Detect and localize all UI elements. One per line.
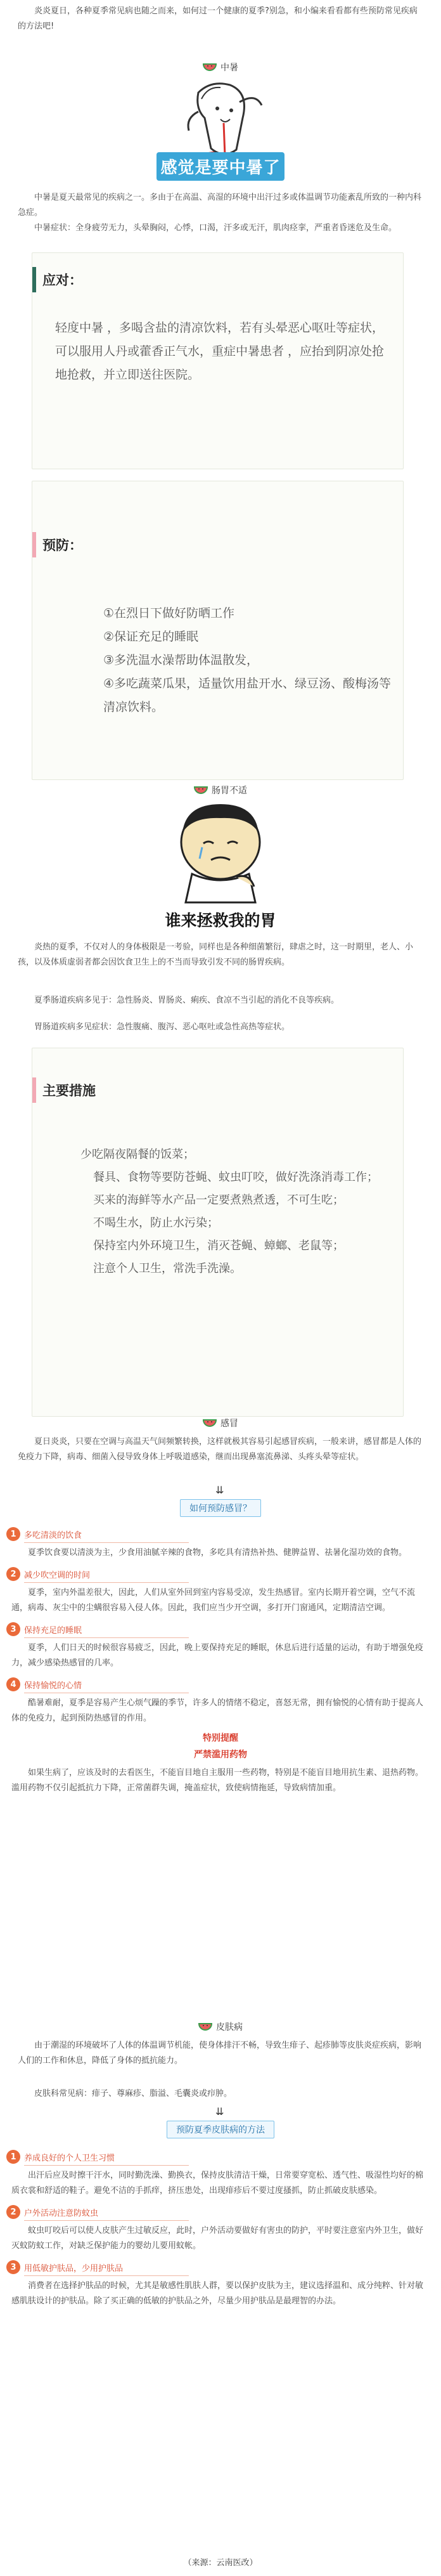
card-header (32, 532, 82, 557)
tip-heading (6, 2260, 435, 2274)
stomach-paragraph-3: 胃肠道疾病多见症状：急性腹痛、腹泻、恶心呕吐或急性高热等症状。 (34, 1022, 290, 1032)
card-accent-bar (32, 267, 36, 292)
illustration-caption: 谁来拯救我的胃 (165, 911, 276, 930)
source-footer: （来源：云南医改） (183, 2558, 258, 2568)
list-item: ③多洗温水澡帮助体温散发， (103, 653, 259, 667)
section-title: 感冒 (220, 1419, 238, 1429)
down-arrow-icon: ⇊ (215, 2105, 224, 2117)
tip-title: 多吃清淡的饮食 (24, 1530, 82, 1540)
number-badge: 2 (6, 1567, 20, 1581)
stomach-illustration (160, 798, 281, 906)
tip-text: 夏季饮食要以清淡为主，少食用油腻辛辣的食物，多吃具有清热补热、健脾益胃、祛暑化湿功效的食物。 (28, 1548, 407, 1558)
number-badge: 3 (6, 1622, 20, 1636)
skin-tips (6, 2150, 435, 2315)
section-heading-cold (0, 1417, 441, 1429)
measures-card (32, 1048, 404, 1417)
section-heading-stomach (0, 784, 441, 797)
tip-title: 保持愉悦的心情 (24, 1681, 82, 1691)
tip-title: 养成良好的个人卫生习惯 (24, 2153, 115, 2163)
card-header (32, 1077, 96, 1103)
card-header (32, 267, 82, 292)
tip-heading (6, 1677, 435, 1691)
warning-paragraph: 如果生病了，应该及时的去看医生，不能盲目地自主服用一些药物，特别是不能盲目地用抗生素、退热药物。滥用药物不仅引起抵抗力下降，正常菌群失调，掩盖症状，致使病情拖延，导致病情加重。 (11, 1768, 424, 1793)
tip-title: 保持充足的睡眠 (24, 1625, 82, 1636)
warning-subtitle: 严禁滥用药物 (194, 1750, 247, 1760)
list-item: 少吃隔夜隔餐的饭菜； (80, 1148, 195, 1161)
watermelon-icon (203, 1419, 217, 1427)
tip-heading (6, 1527, 435, 1541)
list-item: 餐具、食物等要防苍蝇、蚊虫叮咬，做好洗涤消毒工作； (93, 1171, 378, 1184)
pill-wrap (0, 2121, 441, 2138)
warning-title: 特别提醒 (203, 1733, 238, 1743)
prevention-card (32, 481, 404, 780)
cold-tips (6, 1527, 435, 1796)
list-item: 保持室内外环境卫生，消灭苍蝇、蟑螂、老鼠等； (93, 1239, 344, 1252)
divider (24, 1637, 189, 1638)
watermelon-icon (198, 2023, 212, 2031)
card-accent-bar (32, 1077, 36, 1103)
pill-wrap (0, 1499, 441, 1517)
prevention-list (103, 602, 395, 719)
section-pill: 如何预防感冒？ (180, 1499, 261, 1517)
number-badge: 1 (6, 2150, 20, 2164)
card-title: 应对： (42, 273, 82, 288)
card-title: 预防： (42, 538, 82, 553)
watermelon-icon (194, 786, 208, 794)
watermelon-icon (203, 63, 217, 71)
section-heading-skin (0, 2020, 441, 2033)
list-item: 注意个人卫生，常洗手洗澡。 (93, 1262, 241, 1275)
divider (24, 1582, 189, 1583)
tip-text: 消费者在选择护肤品的时候，尤其是敏感性肌肤人群，要以保护皮肤为主，建议选择温和、成分纯粹、针对敏感肌肤设计的护肤品。除了买正确的低敏的护肤品之外，尽量少用护肤品是最理智的办法。 (11, 2281, 424, 2306)
list-item: 不喝生水，防止水污染； (93, 1216, 219, 1230)
intro-paragraph: 炎炎夏日，各种夏季常见病也随之而来，如何过一个健康的夏季?别急，和小编来看看都有些预防常见疾病的方法吧! (18, 6, 418, 31)
illustration-caption: 感觉是要中暑了 (157, 152, 284, 181)
tip-heading (6, 2150, 435, 2164)
heatstroke-paragraph-1: 中暑是夏天最常见的疾病之一。多由于在高温、高湿的环境中出汗过多或体温调节功能紊乱所致的一种内科急症。 (18, 193, 422, 218)
number-badge: 1 (6, 1527, 20, 1541)
section-title: 肠胃不适 (212, 786, 247, 796)
section-pill: 预防夏季皮肤病的方法 (167, 2121, 274, 2138)
divider (24, 2220, 189, 2221)
tip-heading (6, 1567, 435, 1581)
card-accent-bar (32, 532, 36, 557)
skin-paragraph-2: 皮肤科常见病：痱子、尊麻疹、脂溢、毛囊炎或疖肿。 (34, 2089, 233, 2098)
stomach-paragraph-2: 夏季肠道疾病多见于：急性肠炎、胃肠炎、痢疾、食凉不当引起的消化不良等疾病。 (34, 996, 340, 1005)
tip-title: 户外活动注意防蚊虫 (24, 2208, 99, 2218)
tip-heading (6, 1622, 435, 1636)
stomach-paragraph-1: 炎热的夏季，不仅对人的身体极限是一考验，同样也是各种细菌繁衍，肆虐之时，这一时期里，老人、小孩，以及体质虚弱者都会因饮食卫生上的不当而导致引发不同的肠胃疾病。 (18, 942, 414, 967)
response-card (32, 252, 404, 469)
section-title: 皮肤病 (216, 2022, 243, 2033)
divider (24, 2275, 189, 2276)
card-body: 轻度中暑 ，多喝含盐的清凉饮料，若有头晕恶心呕吐等症状，可以服用人丹或藿香正气水，重症中暑患者 ，应抬到阴凉处抢地抢救，并立即送往医院。 (55, 321, 385, 382)
heatstroke-paragraph-2: 中暑症状：全身疲劳无力，头晕胸闷，心悸，口渴，汗多或无汗，肌肉痉挛，严重者昏迷危及生命。 (34, 223, 397, 233)
tip-heading (6, 2205, 435, 2219)
list-item: 买来的海鲜等水产品一定要煮熟煮透，不可生吃； (93, 1194, 344, 1207)
list-item: ①在烈日下做好防晒工作 (103, 606, 235, 620)
number-badge: 4 (6, 1677, 20, 1691)
tip-text: 酷暑难耐，夏季是容易产生心烦气躁的季节，许多人的情绪不稳定，喜怒无常，拥有愉悦的心情有助于提高人体的免疫力，起到预防热感冒的作用。 (11, 1698, 424, 1723)
tip-text: 夏季，人们日天的时候很容易疲乏，因此，晚上要保持充足的睡眠，休息后进行适量的运动，有助于增强免疫力，减少感染热感冒的几率。 (11, 1643, 424, 1668)
card-title: 主要措施 (42, 1083, 96, 1098)
tip-title: 减少吹空调的时间 (24, 1570, 91, 1580)
list-item: ④多吃蔬菜瓜果，适量饮用盐开水、绿豆汤、酸梅汤等清凉饮料。 (103, 677, 392, 714)
down-arrow-icon: ⇊ (215, 1484, 224, 1496)
tip-text: 蚊虫叮咬后可以使人皮肤产生过敏反应，此时，户外活动要做好有害虫的防护，平时要注意室内外卫生，做好灭蚊防蚊工作，对缺乏保护能力的婴幼儿要用蚊帐。 (11, 2226, 424, 2251)
tip-text: 夏季，室内外温差很大，因此，人们从室外回到室内容易受凉，发生热感冒。室内长期开着空调，空气不流通，病毒、灰尘中的尘螨很容易入侵人体。因此，我们应当少开空调，多打开门窗通风，定期清洁空调。 (11, 1588, 416, 1613)
skin-paragraph-1: 由于潮湿的环境破坏了人体的体温调节机能，使身体排汗不畅，导致生痱子、起疹肺等皮肤炎症疾病，影响人们的工作和休息，降低了身体的抵抗能力。 (18, 2041, 422, 2065)
number-badge: 3 (6, 2260, 20, 2274)
measures-list (80, 1143, 391, 1280)
list-item: ②保证充足的睡眠 (103, 630, 199, 644)
tip-title: 用低敏护肤品，少用护肤品 (24, 2263, 124, 2274)
tip-text: 出汗后应及时擦干汗水，同时勤洗澡、勤换衣，保持皮肤清洁干燥，日常要穿宽松、透气性、吸湿性均好的棉质衣裳和舒适的鞋子。避免不洁的手抓痒，挤压患处，出现痱疹后不要过度搔抓，防止抓破皮肤感染。 (11, 2171, 424, 2195)
number-badge: 2 (6, 2205, 20, 2219)
section-title: 中暑 (220, 63, 238, 73)
divider (24, 1542, 189, 1543)
divider (24, 2165, 189, 2166)
cold-paragraph-1: 夏日炎炎，只要在空调与高温天气间频繁转换，这样就极其容易引起感冒疾病，一般来讲，感冒都是人体的免疫力下降，病毒、细菌入侵导致身体上呼吸道感染，继而出现鼻塞流鼻涕、头疼头晕等症状。 (18, 1437, 422, 1462)
section-heading-heatstroke (0, 61, 441, 74)
